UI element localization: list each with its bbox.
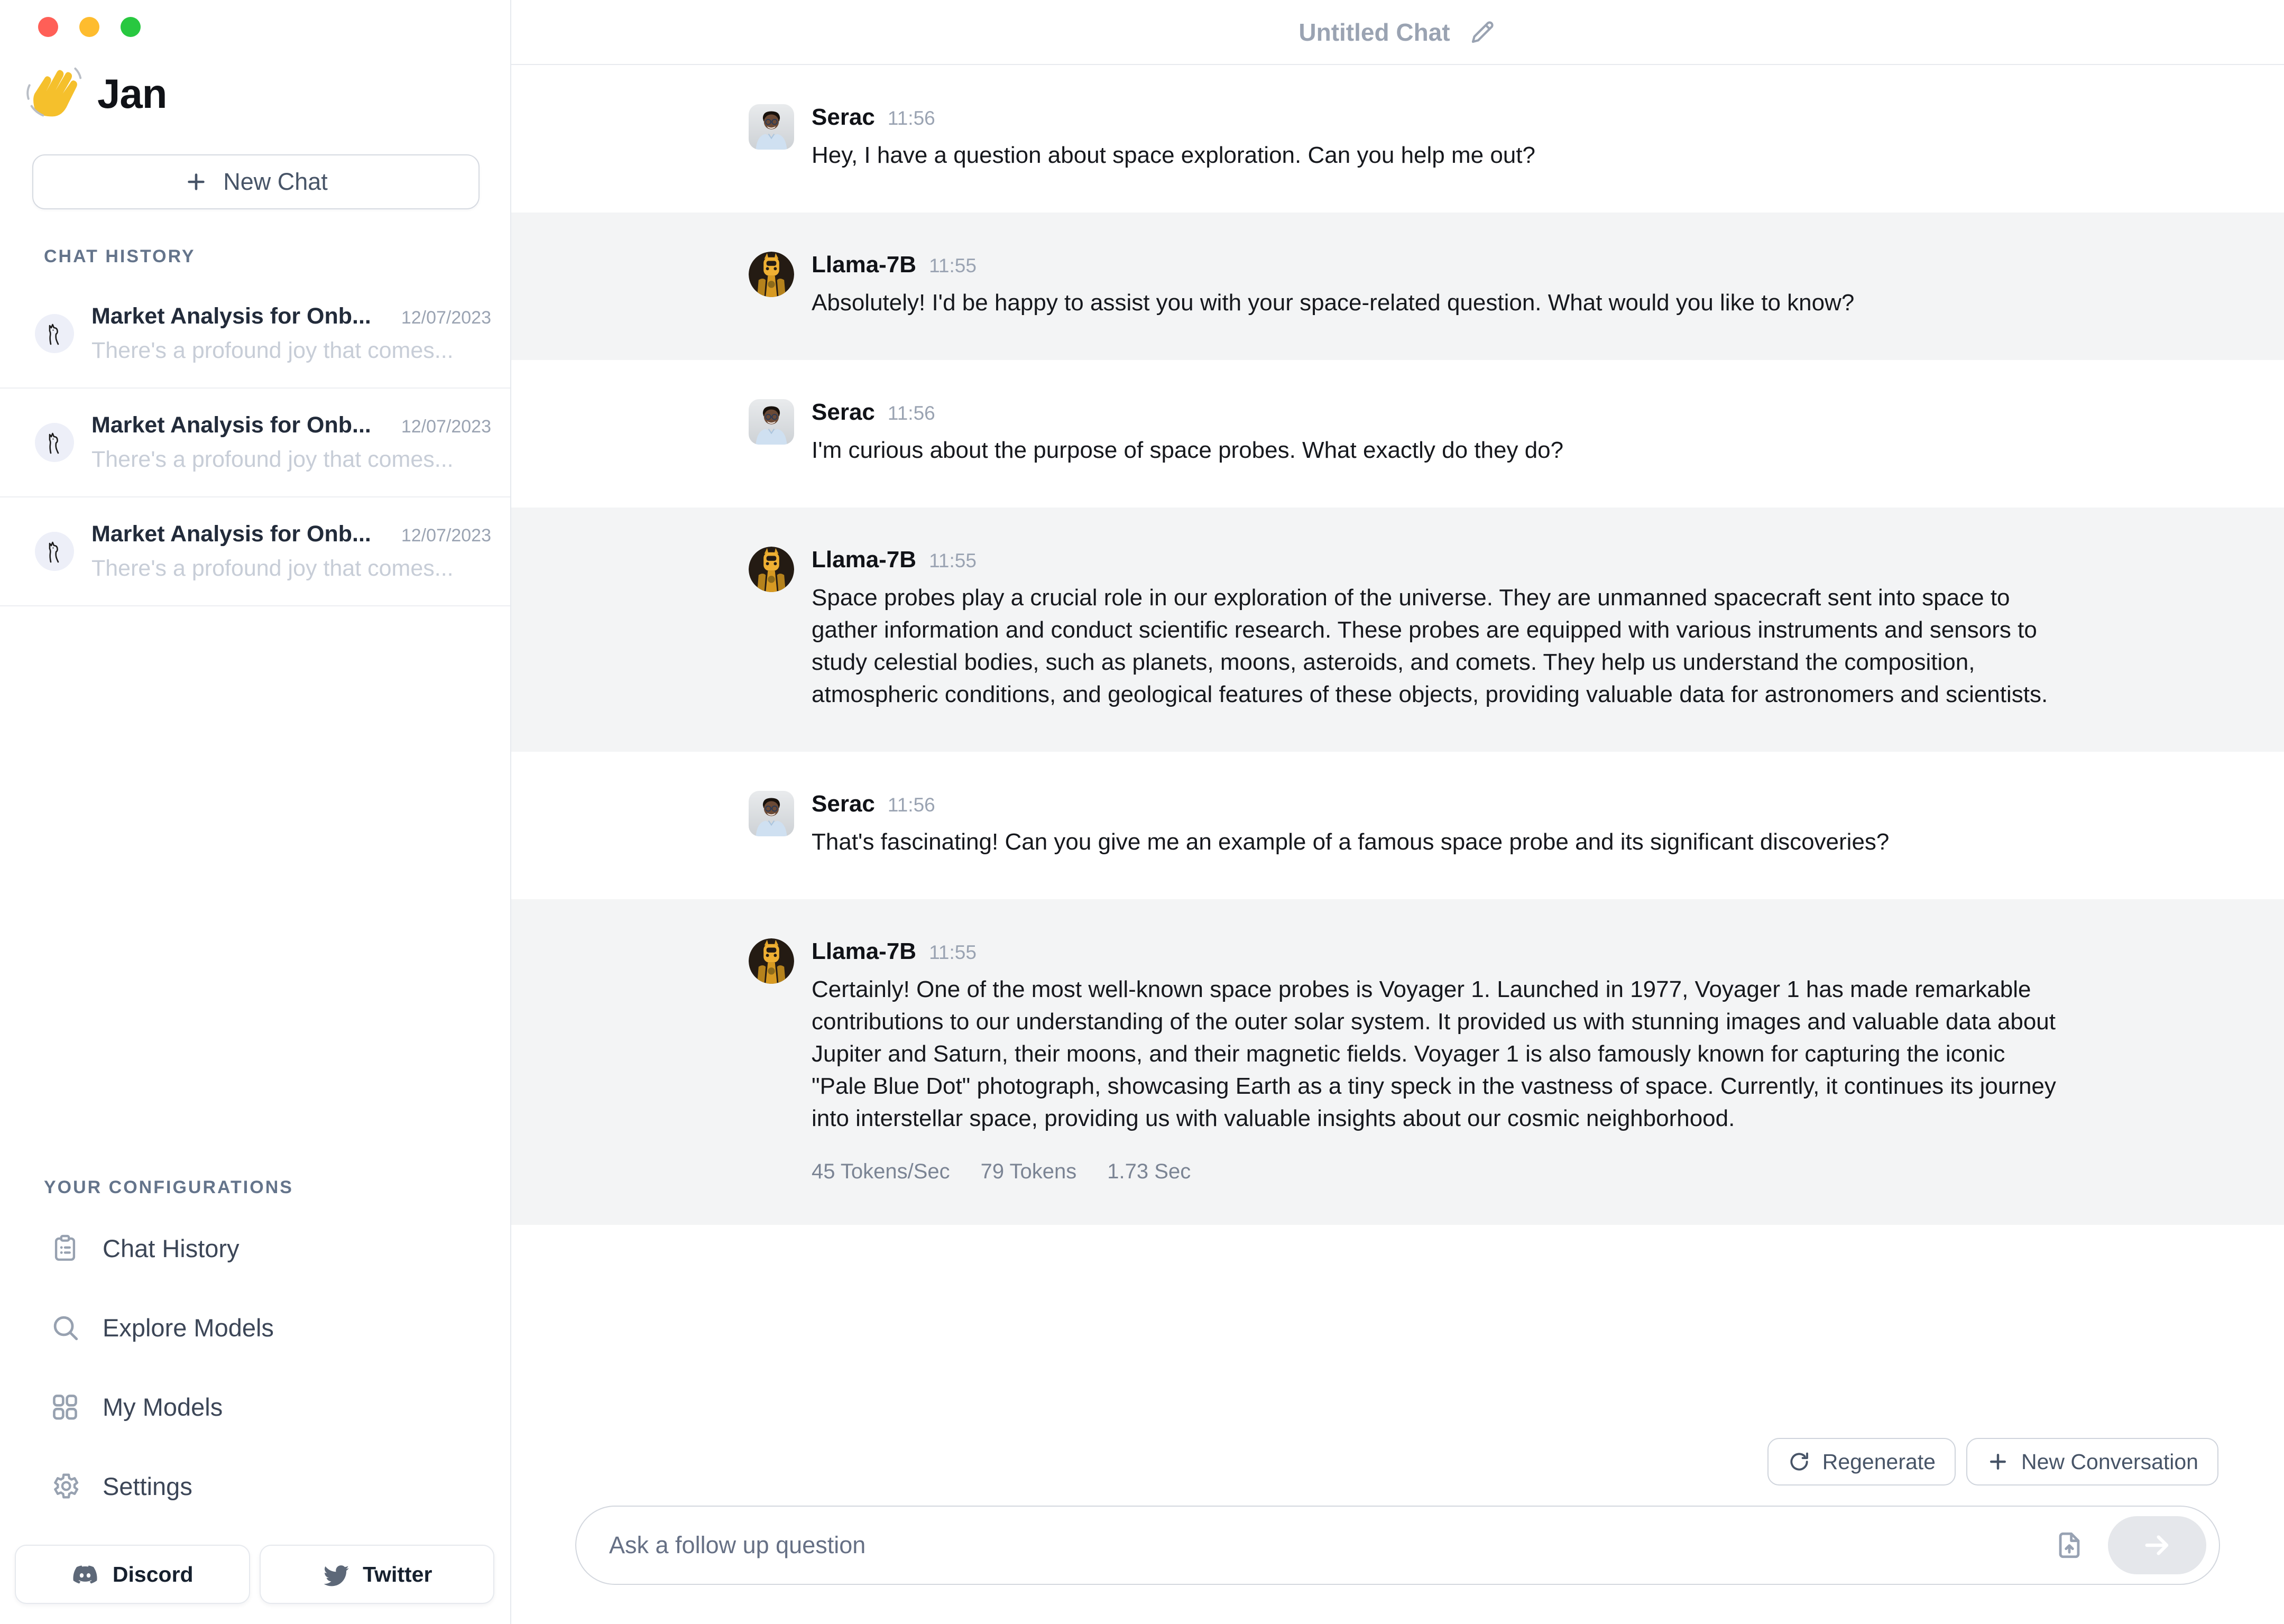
llama-icon — [43, 431, 66, 454]
twitter-button[interactable] — [260, 1545, 495, 1604]
grid-icon — [50, 1391, 80, 1422]
message-time: 11:56 — [887, 794, 935, 816]
assistant-avatar — [749, 252, 794, 297]
chat-history-item[interactable] — [0, 497, 510, 606]
chat-history-list — [0, 280, 510, 606]
token-count-stat: 79 Tokens — [980, 1160, 1077, 1183]
message-list — [511, 65, 2284, 1225]
message-text: Absolutely! I'd be happy to assist you with your space-related question. What would you like to know? — [812, 290, 1855, 316]
chat-title-heading: Untitled Chat — [1298, 18, 1450, 46]
sidebar-item-my-models[interactable] — [0, 1367, 510, 1446]
discord-label: Discord — [112, 1562, 194, 1586]
chat-title: Market Analysis for Onb... — [91, 412, 371, 438]
user-avatar — [749, 399, 794, 445]
message-author: Llama-7B — [812, 252, 917, 278]
message-time: 11:55 — [929, 942, 977, 963]
chat-preview: There's a profound joy that comes... — [91, 447, 454, 472]
search-icon — [50, 1312, 80, 1343]
message-row-user — [511, 65, 2284, 213]
message-input-bar — [575, 1506, 2220, 1585]
discord-icon — [71, 1561, 99, 1588]
message-author: Llama-7B — [812, 938, 917, 964]
chat-preview: There's a profound joy that comes... — [91, 338, 454, 363]
close-window-button[interactable] — [38, 17, 58, 37]
chat-history-item[interactable] — [0, 389, 510, 497]
sidebar-spacer — [0, 606, 510, 1177]
sidebar-item-settings[interactable] — [0, 1446, 510, 1526]
regenerate-label: Regenerate — [1822, 1449, 1936, 1474]
chat-history-section-label: CHAT HISTORY — [44, 246, 196, 266]
arrow-right-icon — [2141, 1529, 2174, 1562]
plus-icon — [1986, 1450, 2010, 1473]
message-text: That's fascinating! Can you give me an example of a famous space probe and its significant discoveries? — [812, 829, 1890, 855]
llama-avatar — [35, 532, 74, 571]
chat-title: Market Analysis for Onb... — [91, 521, 371, 547]
assistant-avatar — [749, 938, 794, 984]
social-buttons — [15, 1545, 494, 1604]
gear-icon — [50, 1471, 80, 1501]
message-author: Llama-7B — [812, 547, 917, 573]
chat-date: 12/07/2023 — [401, 308, 491, 328]
configurations-section-label: YOUR CONFIGURATIONS — [44, 1177, 293, 1197]
generation-stats — [812, 1160, 2094, 1184]
message-time: 11:55 — [929, 255, 977, 276]
regenerate-button[interactable] — [1767, 1438, 1956, 1485]
file-upload-icon[interactable] — [2054, 1530, 2085, 1561]
message-author: Serac — [812, 791, 875, 817]
chat-preview: There's a profound joy that comes... — [91, 556, 454, 581]
sidebar-item-label: Chat History — [103, 1234, 240, 1262]
message-text: Space probes play a crucial role in our exploration of the universe. They are unmanned spacecraft sent into space to gather information and conduct scientific research. These probes are equipped with various instruments and sensors to study celestial bodies, such as planets, moons, asteroids, and comets. They help us understand the composition, atmospheric conditions, and geological features of these objects, providing valuable data for astronomers and scientists. — [812, 585, 2048, 707]
window-controls — [0, 0, 510, 37]
message-author: Serac — [812, 399, 875, 425]
chat-date: 12/07/2023 — [401, 417, 491, 437]
message-time: 11:55 — [929, 550, 977, 571]
chat-actions — [1767, 1438, 2218, 1485]
assistant-avatar — [749, 547, 794, 592]
llama-avatar — [35, 423, 74, 462]
sidebar-item-chat-history[interactable] — [0, 1208, 510, 1288]
message-author: Serac — [812, 104, 875, 130]
message-text: Certainly! One of the most well-known space probes is Voyager 1. Launched in 1977, Voyager 1 has made remarkable contributions to our understanding of the outer solar system. It provided us with stunning images and valuable data about Jupiter and Saturn, their moons, and their magnetic fields. Voyager 1 is also famously known for capturing the iconic "Pale Blue Dot" photograph, showcasing Earth as a tiny speck in the vastness of space. Currently, it continues its journey into interstellar space, providing us with valuable insights about our cosmic neighborhood. — [812, 976, 2056, 1131]
wave-hand-icon — [21, 60, 88, 127]
app-name: Jan — [97, 70, 167, 117]
minimize-window-button[interactable] — [79, 17, 99, 37]
refresh-icon — [1788, 1450, 1811, 1473]
message-text: Hey, I have a question about space exploration. Can you help me out? — [812, 142, 1535, 168]
new-chat-button[interactable] — [32, 154, 480, 209]
message-time: 11:56 — [887, 107, 935, 129]
sidebar-item-label: My Models — [103, 1392, 223, 1421]
twitter-label: Twitter — [363, 1562, 432, 1586]
message-row-assistant — [511, 508, 2284, 752]
chat-main — [511, 0, 2284, 1624]
chat-history-item[interactable] — [0, 280, 510, 389]
llama-avatar — [35, 314, 74, 353]
twitter-icon — [321, 1561, 349, 1588]
edit-title-pencil-icon[interactable] — [1468, 18, 1497, 47]
message-time: 11:56 — [887, 402, 935, 424]
send-button[interactable] — [2108, 1516, 2206, 1574]
new-conversation-button[interactable] — [1966, 1438, 2218, 1485]
sidebar-item-explore-models[interactable] — [0, 1288, 510, 1367]
follow-up-input[interactable] — [609, 1531, 2054, 1559]
message-row-assistant — [511, 899, 2284, 1225]
chat-header — [511, 0, 2284, 65]
message-row-user — [511, 752, 2284, 899]
message-row-assistant — [511, 213, 2284, 360]
user-avatar — [749, 791, 794, 836]
chat-history-item-body — [91, 412, 491, 473]
app-logo — [0, 37, 510, 127]
duration-stat: 1.73 Sec — [1107, 1160, 1191, 1183]
message-row-user — [511, 360, 2284, 508]
zoom-window-button[interactable] — [121, 17, 141, 37]
discord-button[interactable] — [15, 1545, 250, 1604]
new-chat-label: New Chat — [223, 168, 328, 195]
tokens-per-sec-stat: 45 Tokens/Sec — [812, 1160, 950, 1183]
chat-date: 12/07/2023 — [401, 525, 491, 546]
message-text: I'm curious about the purpose of space probes. What exactly do they do? — [812, 437, 1564, 463]
sidebar — [0, 0, 511, 1624]
clipboard-icon — [50, 1233, 80, 1263]
llama-icon — [43, 540, 66, 563]
plus-icon — [184, 170, 208, 194]
llama-icon — [43, 322, 66, 345]
user-avatar — [749, 104, 794, 150]
chat-title: Market Analysis for Onb... — [91, 303, 371, 329]
sidebar-item-label: Settings — [103, 1472, 192, 1500]
chat-history-item-body — [91, 521, 491, 582]
sidebar-item-label: Explore Models — [103, 1313, 274, 1342]
chat-history-item-body — [91, 303, 491, 364]
new-conversation-label: New Conversation — [2021, 1449, 2198, 1474]
